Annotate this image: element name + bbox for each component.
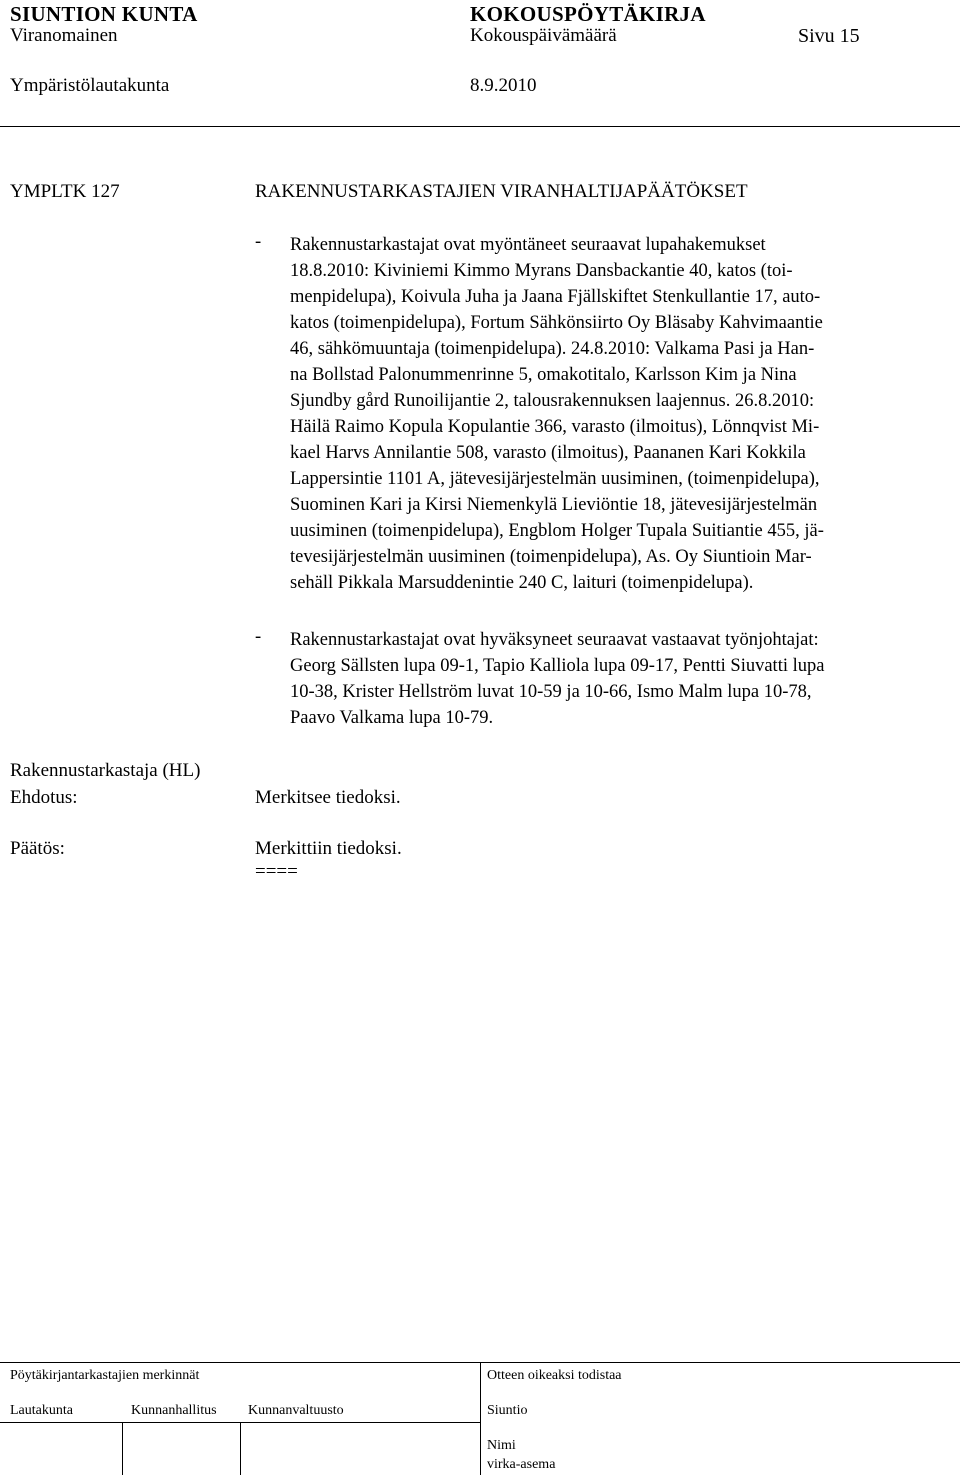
paragraph1 (290, 232, 960, 596)
footer-col-kunnanhallitus: Kunnanhallitus (131, 1403, 217, 1418)
paragraph1-line: Suominen Kari ja Kirsi Niemenkylä Lieviöntie 18, jätevesijärjestelmän (290, 495, 818, 515)
footer-col-lautakunta: Lautakunta (10, 1403, 73, 1418)
authority-label: Viranomainen (10, 25, 118, 46)
paragraph2 (290, 627, 960, 731)
section-number: YMPLTK 127 (10, 181, 120, 202)
paragraph1-line: uusiminen (toimenpidelupa), Engblom Holger Tupala Suitiantie 455, jä- (290, 521, 824, 541)
footer-divider (122, 1422, 123, 1475)
paragraph1-line: kael Harvs Annilantie 508, varasto (ilmoitus), Paananen Kari Kokkila (290, 443, 806, 463)
paragraph1-line: Häilä Raimo Kopula Kopulantie 366, varasto (ilmoitus), Lönnqvist Mi- (290, 417, 820, 437)
proposal-label: Ehdotus: (10, 787, 78, 808)
footer-place: Siuntio (487, 1403, 528, 1418)
decision-text: Merkittiin tiedoksi. (255, 838, 402, 859)
end-marker: ==== (255, 861, 298, 882)
paragraph1-line: 18.8.2010: Kiviniemi Kimmo Myrans Dansbackantie 40, katos (toi- (290, 261, 793, 281)
footer-name: Nimi (487, 1438, 516, 1453)
paragraph1-line: sehäll Pikkala Marsuddenintie 240 C, laituri (toimenpidelupa). (290, 573, 754, 593)
paragraph1-line: na Bollstad Palonummenrinne 5, omakotitalo, Karlsson Kim ja Nina (290, 365, 797, 385)
footer-divider (480, 1362, 481, 1475)
paragraph1-line: 46, sähkömuuntaja (toimenpidelupa). 24.8.2010: Valkama Pasi ja Han- (290, 339, 815, 359)
proposal-presenter: Rakennustarkastaja (HL) (10, 760, 201, 781)
doc-type: KOKOUSPÖYTÄKIRJA (470, 2, 706, 26)
certified-label: Otteen oikeaksi todistaa (487, 1368, 622, 1383)
section-title: RAKENNUSTARKASTAJIEN VIRANHALTIJAPÄÄTÖKSET (255, 181, 748, 202)
authority-name: Ympäristölautakunta (10, 75, 170, 96)
paragraph2-line: Paavo Valkama lupa 10-79. (290, 708, 494, 728)
paragraph2-line: Georg Sällsten lupa 09-1, Tapio Kalliola lupa 09-17, Pentti Siuvatti lupa (290, 656, 825, 676)
signers-label: Pöytäkirjantarkastajien merkinnät (10, 1368, 200, 1383)
footer-title: virka-asema (487, 1457, 556, 1472)
org-name: SIUNTION KUNTA (10, 2, 198, 26)
footer-col-kunnanvaltuusto: Kunnanvaltuusto (248, 1403, 344, 1418)
date-label: Kokouspäivämäärä (470, 25, 617, 46)
proposal-text: Merkitsee tiedoksi. (255, 787, 401, 808)
header-rule (0, 126, 960, 127)
paragraph2-line: Rakennustarkastajat ovat hyväksyneet seuraavat vastaavat työnjohtajat: (290, 630, 819, 650)
decision-label: Päätös: (10, 838, 65, 859)
paragraph1-line: Sjundby gård Runoilijantie 2, talousrakennuksen laajennus. 26.8.2010: (290, 391, 815, 411)
paragraph1-line: menpidelupa), Koivula Juha ja Jaana Fjällskiftet Stenkullantie 17, auto- (290, 287, 821, 307)
paragraph1-line: Lappersintie 1101 A, jätevesijärjestelmän uusiminen, (toimenpidelupa), (290, 469, 820, 489)
paragraph1-line: Rakennustarkastajat ovat myöntäneet seuraavat lupahakemukset (290, 235, 766, 255)
paragraph2-dash: - (255, 627, 262, 647)
paragraph1-line: tevesijärjestelmän uusiminen (toimenpidelupa), As. Oy Siuntioin Mar- (290, 547, 812, 567)
paragraph2-line: 10-38, Krister Hellström luvat 10-59 ja 10-66, Ismo Malm lupa 10-78, (290, 682, 812, 702)
page-number: Sivu 15 (798, 25, 860, 47)
footer-divider (240, 1422, 241, 1475)
paragraph1-dash: - (255, 232, 262, 252)
meeting-date: 8.9.2010 (470, 75, 537, 96)
paragraph1-line: katos (toimenpidelupa), Fortum Sähkönsiirto Oy Bläsaby Kahvimaantie (290, 313, 823, 333)
